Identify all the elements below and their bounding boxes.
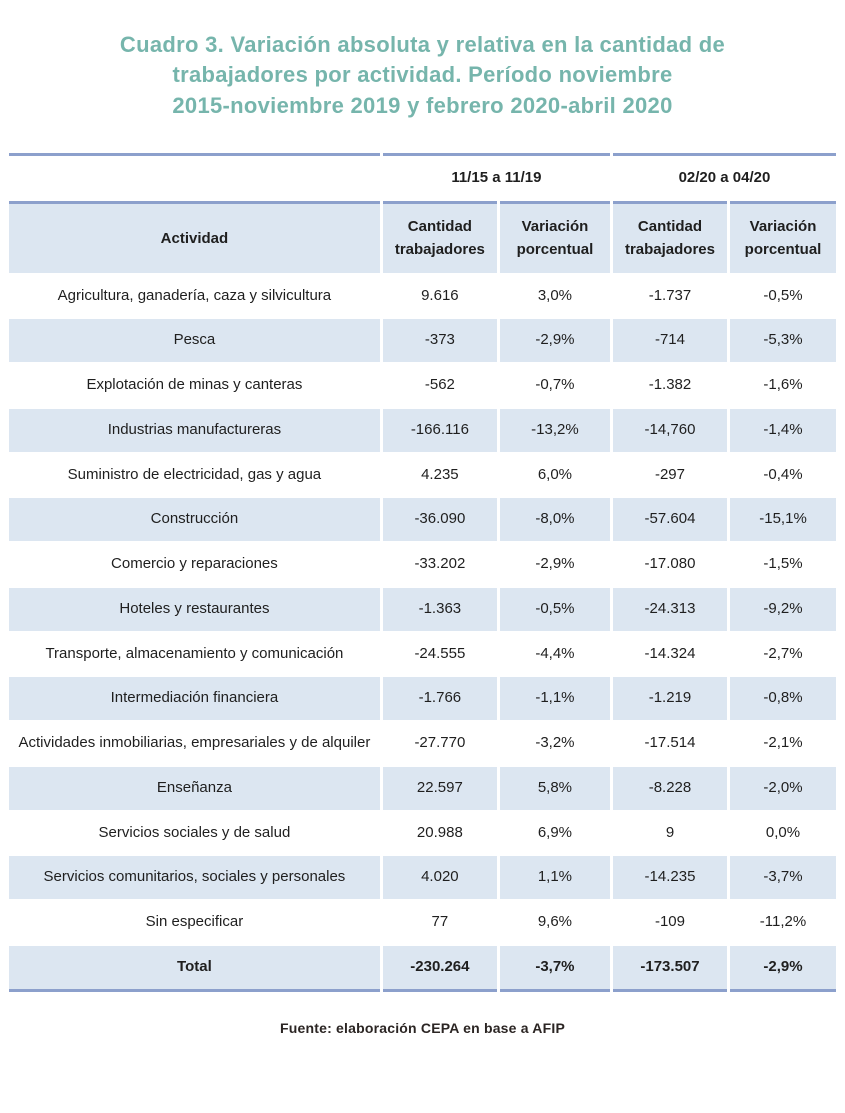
table-head [9,153,836,273]
activity-cell: Construcción [9,498,380,541]
value-cell: -33.202 [383,543,497,586]
value-cell: -2,9% [500,543,610,586]
value-cell: 9 [613,812,727,855]
value-cell: 22.597 [383,767,497,810]
table-row [9,543,836,586]
column-header-variacion-2: Variación porcentual [730,201,836,273]
value-cell: -562 [383,364,497,407]
value-cell: -17.514 [613,722,727,765]
value-cell: -0,4% [730,454,836,497]
table-row [9,722,836,765]
value-cell: -230.264 [383,946,497,992]
table-row [9,901,836,944]
value-cell: 5,8% [500,767,610,810]
table-row [9,856,836,899]
value-cell: -2,7% [730,633,836,676]
value-cell: 4.235 [383,454,497,497]
activity-cell: Comercio y reparaciones [9,543,380,586]
value-cell: -297 [613,454,727,497]
table-row [9,275,836,318]
activity-cell: Industrias manufactureras [9,409,380,452]
value-cell: -9,2% [730,588,836,631]
value-cell: 9,6% [500,901,610,944]
activity-cell: Intermediación financiera [9,677,380,720]
source-note: Fuente: elaboración CEPA en base a AFIP [279,1019,565,1036]
column-header-actividad: Actividad [9,201,380,273]
value-cell: -2,0% [730,767,836,810]
corner-cell [9,153,380,199]
activity-cell: Servicios comunitarios, sociales y personales [9,856,380,899]
activity-cell: Servicios sociales y de salud [9,812,380,855]
value-cell: -1,5% [730,543,836,586]
value-cell: 9.616 [383,275,497,318]
value-cell: -27.770 [383,722,497,765]
value-cell: -373 [383,319,497,362]
activity-cell: Pesca [9,319,380,362]
value-cell: -14.235 [613,856,727,899]
value-cell: -4,4% [500,633,610,676]
value-cell: 1,1% [500,856,610,899]
column-header-variacion-1: Variación porcentual [500,201,610,273]
activity-cell: Sin especificar [9,901,380,944]
activity-cell: Suministro de electricidad, gas y agua [9,454,380,497]
value-cell: -8.228 [613,767,727,810]
activity-cell: Hoteles y restaurantes [9,588,380,631]
value-cell: -1.363 [383,588,497,631]
value-cell: -0,5% [500,588,610,631]
value-cell: -5,3% [730,319,836,362]
period-header-row [9,153,836,199]
value-cell: -1.737 [613,275,727,318]
column-header-cantidad-2: Cantidad trabajadores [613,201,727,273]
value-cell: 6,0% [500,454,610,497]
value-cell: -1,4% [730,409,836,452]
activity-cell: Agricultura, ganadería, caza y silvicultura [9,275,380,318]
table-row [9,498,836,541]
value-cell: -36.090 [383,498,497,541]
value-cell: 0,0% [730,812,836,855]
activity-cell: Actividades inmobiliarias, empresariales y de alquiler [9,722,380,765]
value-cell: -3,2% [500,722,610,765]
table-body [9,275,836,992]
value-cell: -11,2% [730,901,836,944]
table-row [9,633,836,676]
table-row [9,454,836,497]
table-row [9,364,836,407]
period-group-1: 11/15 a 11/19 [383,153,610,199]
value-cell: -24.555 [383,633,497,676]
table-row [9,588,836,631]
value-cell: -1,1% [500,677,610,720]
column-header-row [9,201,836,273]
table-row [9,812,836,855]
value-cell: -13,2% [500,409,610,452]
table-row-total [9,946,836,992]
value-cell: -2,1% [730,722,836,765]
period-group-2: 02/20 a 04/20 [613,153,836,199]
value-cell: 6,9% [500,812,610,855]
activity-cell: Enseñanza [9,767,380,810]
value-cell: -2,9% [500,319,610,362]
table-row [9,677,836,720]
table-title [0,30,845,121]
value-cell: -166.116 [383,409,497,452]
value-cell: -1.766 [383,677,497,720]
value-cell: -109 [613,901,727,944]
value-cell: -1.219 [613,677,727,720]
value-cell: -17.080 [613,543,727,586]
value-cell: -24.313 [613,588,727,631]
value-cell: -1.382 [613,364,727,407]
value-cell: -3,7% [730,856,836,899]
activity-cell: Transporte, almacenamiento y comunicación [9,633,380,676]
value-cell: -14,760 [613,409,727,452]
value-cell: -1,6% [730,364,836,407]
value-cell: -3,7% [500,946,610,992]
value-cell: -57.604 [613,498,727,541]
value-cell: 3,0% [500,275,610,318]
activity-cell: Total [9,946,380,992]
workers-variation-table [6,151,839,994]
value-cell: -0,7% [500,364,610,407]
table-title-line-1: Cuadro 3. Variación absoluta y relativa en la cantidad de [119,32,726,57]
value-cell: -0,5% [730,275,836,318]
value-cell: 20.988 [383,812,497,855]
value-cell: 4.020 [383,856,497,899]
table-row [9,409,836,452]
column-header-cantidad-1: Cantidad trabajadores [383,201,497,273]
activity-cell: Explotación de minas y canteras [9,364,380,407]
value-cell: -0,8% [730,677,836,720]
table-title-line-3: 2015-noviembre 2019 y febrero 2020-abril 2020 [172,92,673,118]
table-row [9,319,836,362]
table-title-line-2: trabajadores por actividad. Período noviembre [172,62,673,88]
value-cell: -14.324 [613,633,727,676]
value-cell: -173.507 [613,946,727,992]
value-cell: -714 [613,319,727,362]
report-page [0,30,845,1036]
value-cell: -2,9% [730,946,836,992]
table-row [9,767,836,810]
value-cell: 77 [383,901,497,944]
value-cell: -15,1% [730,498,836,541]
value-cell: -8,0% [500,498,610,541]
